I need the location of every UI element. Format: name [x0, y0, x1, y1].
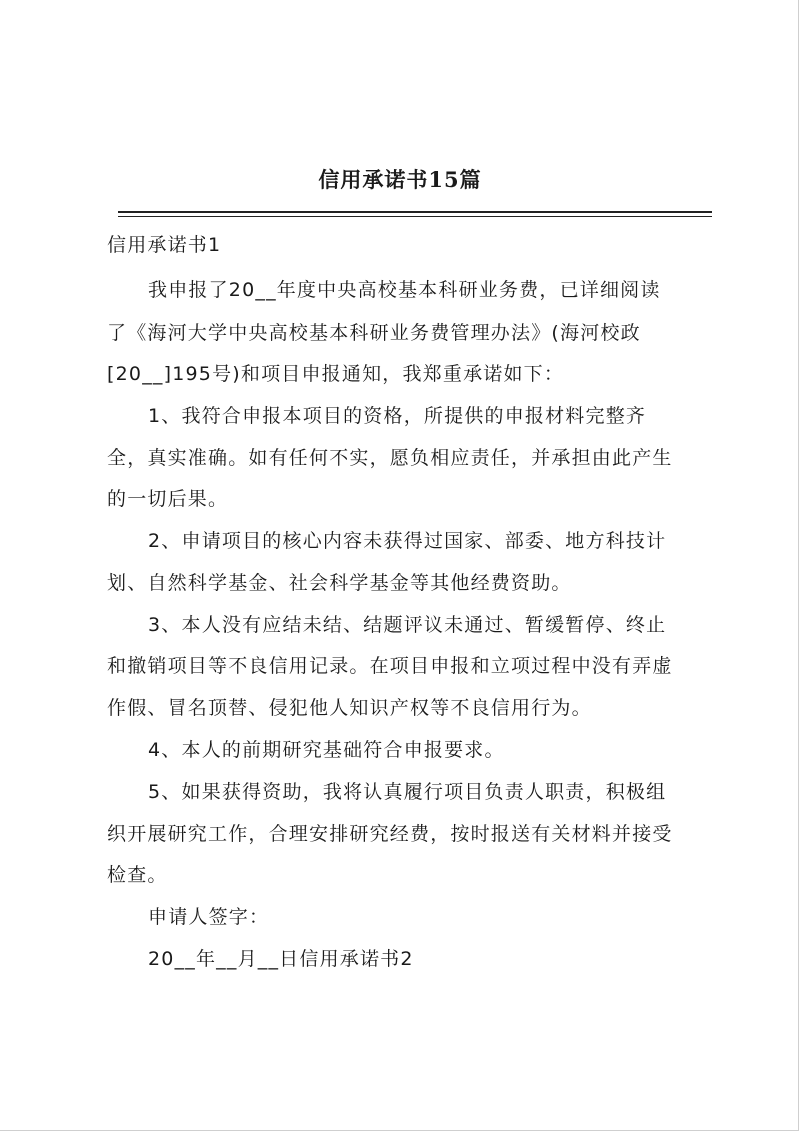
paragraph-line: 5、如果获得资助，我将认真履行项目负责人职责，积极组: [148, 781, 667, 803]
paragraph-line: 作假、冒名顶替、侵犯他人知识产权等不良信用行为。: [107, 697, 592, 719]
paragraph-line: 划、自然科学基金、社会科学基金等其他经费资助。: [107, 572, 572, 594]
paragraph-line: 3、本人没有应结未结、结题评议未通过、暂缓暂停、终止: [148, 614, 667, 636]
document-title: 信用承诺书15篇: [318, 167, 482, 192]
paragraph-line: [20__]195号)和项目申报通知，我郑重承诺如下：: [107, 363, 565, 385]
paragraph-line: 我申报了20__年度中央高校基本科研业务费，已详细阅读: [148, 279, 661, 301]
title-divider-thin: [118, 216, 712, 217]
signature-label: 申请人签字：: [148, 906, 270, 928]
paragraph-line: 了《海河大学中央高校基本科研业务费管理办法》(海河校政: [107, 322, 641, 344]
paragraph-line: 1、我符合申报本项目的资格，所提供的申报材料完整齐: [148, 405, 647, 427]
paragraph-line: 2、申请项目的核心内容未获得过国家、部委、地方科技计: [148, 530, 667, 552]
paragraph-line: 的一切后果。: [107, 488, 229, 510]
paragraph-line: 4、本人的前期研究基础符合申报要求。: [148, 739, 505, 761]
date-line: 20__年__月__日信用承诺书2: [148, 948, 414, 970]
paragraph-line: 全，真实准确。如有任何不实，愿负相应责任，并承担由此产生: [107, 447, 673, 469]
section-heading: 信用承诺书1: [107, 234, 222, 256]
title-divider-thick: [118, 211, 712, 213]
paragraph-line: 和撤销项目等不良信用记录。在项目申报和立项过程中没有弄虚: [107, 655, 673, 677]
paragraph-line: 织开展研究工作，合理安排研究经费，按时报送有关材料并接受: [107, 823, 673, 845]
paragraph-line: 检查。: [107, 864, 168, 886]
